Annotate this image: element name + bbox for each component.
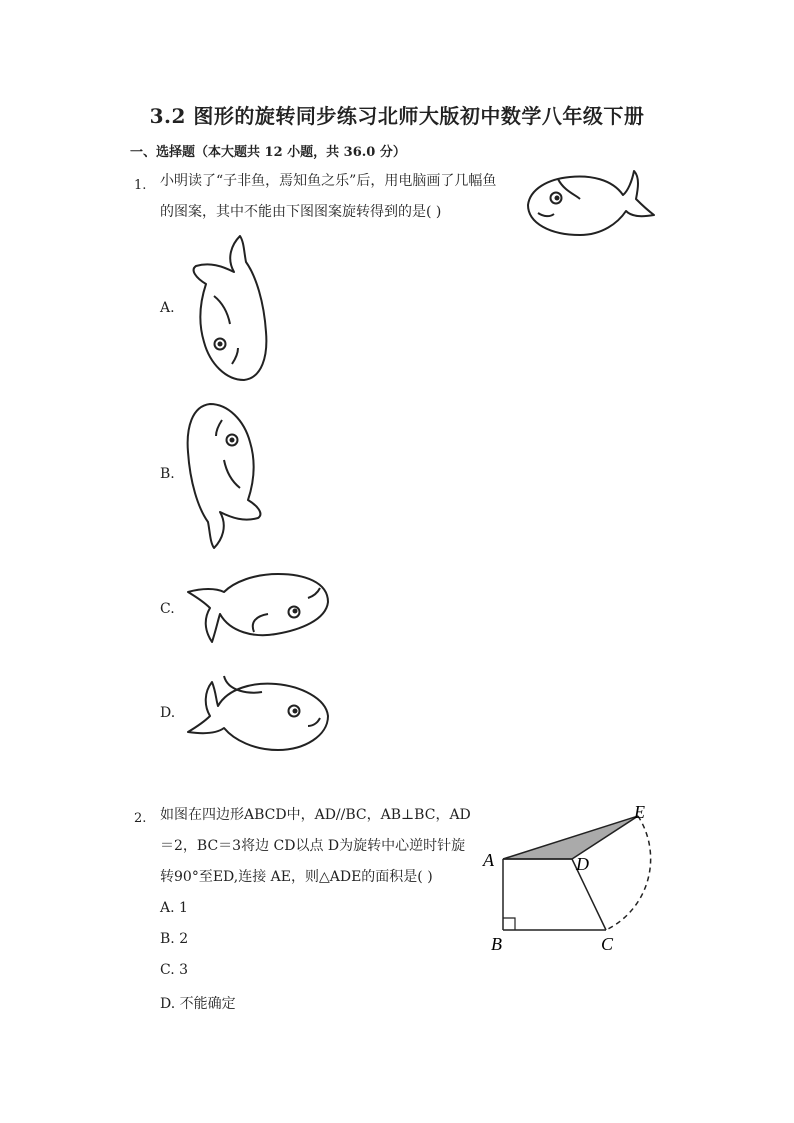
label-c: C (601, 934, 614, 954)
section-heading: 一、选择题（本大题共 12 小题，共 36.0 分） (130, 145, 406, 160)
q1-option-a-fish (180, 232, 275, 384)
q2-geometry-figure (476, 798, 666, 960)
q2-line1: 如图在四边形ABCD中，AD//BC，AB⊥BC，AD (160, 807, 471, 823)
reference-fish-figure (520, 165, 660, 240)
label-d: D (576, 854, 589, 874)
right-angle-mark (503, 918, 515, 930)
q2-option-c: C. 3 (160, 962, 189, 978)
q1-option-b-fish (180, 400, 275, 552)
label-e: E (634, 802, 645, 822)
q2-line2: ＝2，BC＝3将边 CD以点 D为旋转中心逆时针旋 (160, 838, 466, 854)
page-title: 3.2 图形的旋转同步练习北师大版初中数学八年级下册 (149, 104, 645, 128)
q1-option-a-label: A. (160, 300, 175, 316)
q1-line2: 的图案，其中不能由下图图案旋转得到的是( ) (160, 204, 442, 220)
label-a: A (483, 850, 494, 870)
q2-option-b: B. 2 (160, 931, 189, 947)
q2-option-d: D. 不能确定 (160, 996, 236, 1012)
q1-number: 1. (134, 178, 147, 193)
q1-option-c-label: C. (160, 601, 175, 617)
q1-line1: 小明读了“子非鱼，焉知鱼之乐”后，用电脑画了几幅鱼 (160, 173, 497, 189)
q1-option-d-fish (184, 674, 334, 756)
q1-option-c-fish (184, 568, 334, 650)
q1-option-b-label: B. (160, 466, 175, 482)
label-b: B (491, 934, 502, 954)
q2-line3: 转90°至ED,连接 AE，则△ADE的面积是( ) (160, 869, 433, 885)
q2-option-a: A. 1 (160, 900, 188, 916)
triangle-ade-shaded (503, 816, 638, 859)
q2-number: 2. (134, 811, 147, 826)
q1-option-d-label: D. (160, 705, 176, 721)
